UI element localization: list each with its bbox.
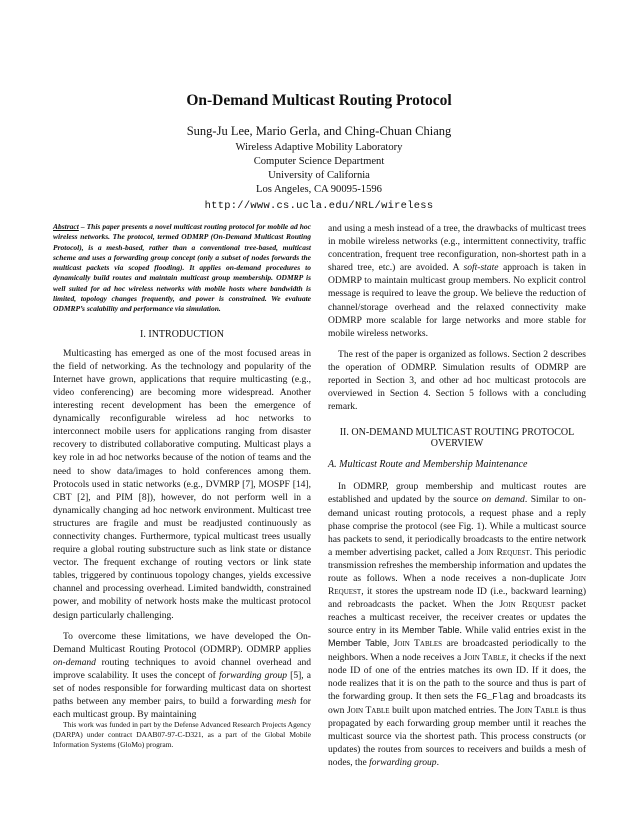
- odmrp-paragraph-1: In ODMRP, group membership and multicast routes are established and updated by the source on demand. Similar to on-demand unicast routing protocols, a request phase and a reply phase comprise the protocol (see Fig. 1). While a multicast source has packets to send, it periodically broadcasts to the entire network a member advertising packet, called a Join Request. This periodic transmission refreshes the membership information and updates the route as follows. When a node receives a non-duplicate Join Request, it stores the upstream node ID (i.e., backward learning) and rebroadcasts the packet. When the Join Request packet reaches a multicast receiver, the receiver creates or updates the source entry in its Member Table. While valid entries exist in the Member Table, Join Tables are broadcasted periodically to the neighbors. When a node receives a Join Table, it checks if the next node ID of one of the entries matches its own ID. If it does, the node realizes that it is on the path to the source and thus is part of the forwarding group. It then sets the FG_Flag and broadcasts its own Join Table built upon matched entries. The Join Table is thus propagated by each forwarding group member until it reaches the multicast source via the shortest path. This process constructs (or updates) the routes from sources to receivers and builds a mesh of nodes, the forwarding group.: [328, 481, 587, 769]
- intro-paragraph-3: The rest of the paper is organized as follows. Section 2 describes the operation of ODMRP. Simulation results of ODMRP are reported in Section 3, and other ad hoc multicast protocols are overviewed in Section 4. Section 5 follows with a concluding remark.: [328, 348, 586, 413]
- author-list: Sung-Ju Lee, Mario Gerla, and Ching-Chuan Chiang: [186, 124, 452, 138]
- paper-title: On-Demand Multicast Routing Protocol: [186, 92, 452, 109]
- affiliation-university: University of California: [268, 170, 370, 181]
- intro-paragraph-2-continued: and using a mesh instead of a tree, the drawbacks of multicast trees in mobile wireless networks (e.g., intermittent connectivity, traffic concentration, frequent tree reconfiguration, non-shortest path in a shared tree, etc.) are avoided. A soft-state approach is taken in ODMRP to maintain multicast group members. No explicit control message is required to leave the group. We believe the reduction of channel/storage overhead and the relaxed connectivity make ODMRP more scalable for large networks and more stable for mobile wireless networks.: [328, 223, 586, 339]
- abstract: [53, 222, 311, 315]
- lab-url: http://www.cs.ucla.edu/NRL/wireless: [204, 200, 434, 212]
- affiliation-lab: Wireless Adaptive Mobility Laboratory: [235, 142, 403, 153]
- emphasis-forwarding-group: forwarding group: [218, 669, 288, 681]
- right-column: [328, 222, 586, 769]
- intro-paragraph-2: To overcome these limitations, we have developed the On-Demand Multicast Routing Protocol (ODMRP). ODMRP applies on-demand routing techniques to avoid channel overhead and improve scalability. It uses the concept of forwarding group [5], a set of nodes responsible for forwarding multicast data on shortest paths between any member pairs, to build a forwarding mesh for each multicast group. By maintaining: [53, 630, 312, 721]
- subsection-heading-route-membership: A. Multicast Route and Membership Maintenance: [328, 459, 528, 471]
- left-column: [53, 222, 311, 721]
- abstract-text: – This paper presents a novel multicast routing protocol for mobile ad hoc wireless networks. The protocol, termed ODMRP (On-Demand Multicast Routing Protocol), is a mesh-based, rather than a conventional tree-based, multicast scheme and uses a forwarding group concept (only a subset of nodes forwards the multicast packets via scoped flooding). It applies on-demand procedures to dynamically build routes and maintain multicast group membership. ODMRP is well suited for ad hoc wireless networks with mobile hosts where bandwidth is limited, topology changes frequently, and power is constrained. We evaluate ODMRP’s scalability and performance via simulation.: [53, 222, 311, 314]
- term-join-request: Join Request: [477, 546, 530, 558]
- emphasis-soft-state: soft-state: [463, 262, 499, 274]
- term-member-table: Member Table: [401, 625, 460, 636]
- affiliation-department: Computer Science Department: [253, 156, 385, 167]
- emphasis-mesh: mesh: [276, 696, 297, 708]
- intro-paragraph-1: Multicasting has emerged as one of the most focused areas in the field of networking. As the technology and popularity of the Internet have grown, applications that require multicasting (e.g., video conferencing) are becoming more widespread. Another interesting recent development has been the emergence of dynamically reconfigurable wireless ad hoc networks to interconnect mobile users for applications ranging from disaster recovery to distributed collaborative computing. Multicast plays a key role in ad hoc networks because of the notion of teams and the need to show data/images to hold conferences among them. Protocols used in static networks (e.g., DVMRP [7], MOSPF [14], CBT [2], and PIM [8]), however, do not perform well in a dynamically changing ad hoc network environment. Multicast tree structures are fragile and must be readjusted continuously as connectivity changes. Furthermore, typical multicast trees usually require a global routing substructure such as link state or distance vector. The frequent exchange of routing vectors or link state tables, triggered by continuous topology changes, yields excessive channel and processing overhead. Limited bandwidth, constrained power, and mobility of network hosts make the multicast protocol design particularly challenging.: [53, 347, 311, 621]
- term-join-table: Join Tables: [393, 638, 443, 650]
- affiliation-address: Los Angeles, CA 90095-1596: [256, 184, 382, 195]
- funding-footnote: This work was funded in part by the Defense Advanced Research Projects Agency (DARPA) under contract DAAB07-97-C-D321, as a part of the Global Mobile Information Systems (GloMo) program.: [53, 720, 311, 749]
- section-heading-odmrp-line1: II. ON-DEMAND MULTICAST ROUTING PROTOCOL: [339, 427, 575, 439]
- abstract-label: Abstract: [53, 222, 79, 231]
- section-heading-odmrp-line2: OVERVIEW: [430, 438, 484, 450]
- section-heading-introduction: I. INTRODUCTION: [140, 328, 224, 340]
- term-fg-flag: FG_Flag: [476, 691, 514, 702]
- emphasis-on-demand: on-demand: [53, 656, 96, 668]
